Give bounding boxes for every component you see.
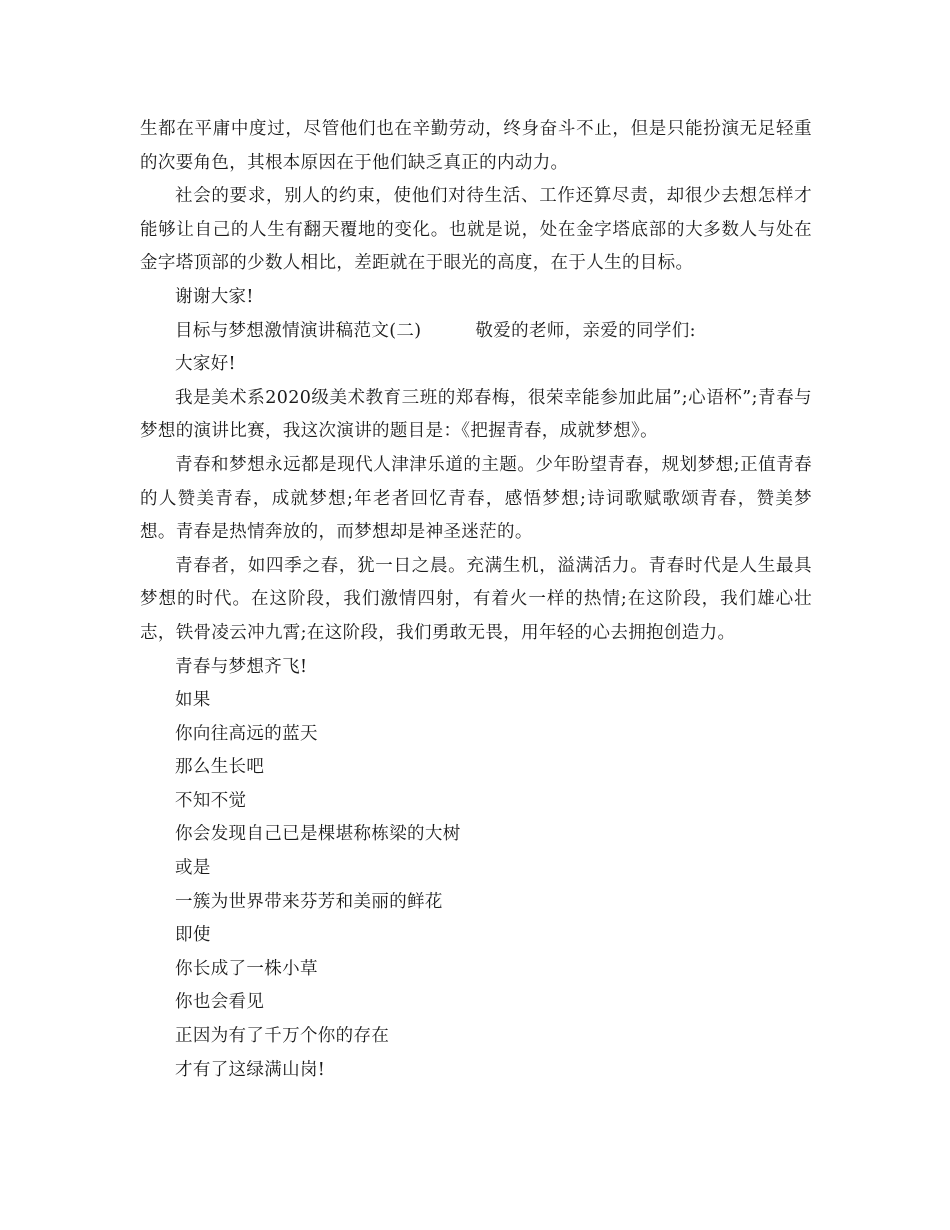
speech-greeting: 敬爱的老师，亲爱的同学们: <box>475 320 696 341</box>
poem-line: 即使 <box>175 925 211 946</box>
paragraph-social-requirements: 社会的要求，别人的约束，使他们对待生活、工作还算尽责，却很少去想怎样才能够让自己的人生有翻天覆地的变化。也就是说，处在金字塔底部的大多数人与处在金字塔顶部的少数人相比，差距就在于眼光的高度，在于人生的目标。 <box>140 186 812 274</box>
paragraph-hello: 大家好! <box>175 354 236 375</box>
paragraph-thanks: 谢谢大家! <box>175 286 254 307</box>
poem-line: 不知不觉 <box>175 790 247 811</box>
speech-title-line <box>140 315 812 349</box>
paragraph-youth-dream-theme: 青春和梦想永远都是现代人津津乐道的主题。少年盼望青春，规划梦想;正值青春的人赞美青春，成就梦想;年老者回忆青春，感悟梦想;诗词歌赋歌颂青春，赞美梦想。青春是热情奔放的，而梦想却是神圣迷茫的。 <box>140 454 812 543</box>
poem-line: 如果 <box>175 690 211 711</box>
poem-line: 你也会看见 <box>175 992 265 1013</box>
poem-line: 那么生长吧 <box>175 757 265 778</box>
poem-line: 你会发现自己已是棵堪称栋梁的大树 <box>175 824 461 845</box>
poem-line: 或是 <box>175 858 211 879</box>
poem-line: 才有了这绿满山岗! <box>175 1059 326 1080</box>
paragraph-introduction: 我是美术系2020级美术教育三班的郑春梅，很荣幸能参加此届”;心语杯”;青春与梦想的演讲比赛，我这次演讲的题目是：《把握青春，成就梦想》。 <box>140 387 812 442</box>
document-body <box>140 113 812 1087</box>
poem-line: 你长成了一株小草 <box>175 958 318 979</box>
speech-title: 目标与梦想激情演讲稿范文(二) <box>175 320 422 341</box>
paragraph-youth-dream-fly: 青春与梦想齐飞! <box>175 656 308 677</box>
poem-line: 你向往高远的蓝天 <box>175 723 318 744</box>
paragraph-continued: 生都在平庸中度过，尽管他们也在辛勤劳动，终身奋斗不止，但是只能扮演无足轻重的次要角色，其根本原因在于他们缺乏真正的内动力。 <box>140 119 812 173</box>
poem-line: 一簇为世界带来芬芳和美丽的鲜花 <box>175 891 443 912</box>
paragraph-youth-spring: 青春者，如四季之春，犹一日之晨。充满生机，溢满活力。青春时代是人生最具梦想的时代。在这阶段，我们激情四射，有着火一样的热情;在这阶段，我们雄心壮志，铁骨凌云冲九霄;在这阶段，我们勇敢无畏，用年轻的心去拥抱创造力。 <box>140 555 812 643</box>
poem-line: 正因为有了千万个你的存在 <box>175 1026 390 1047</box>
